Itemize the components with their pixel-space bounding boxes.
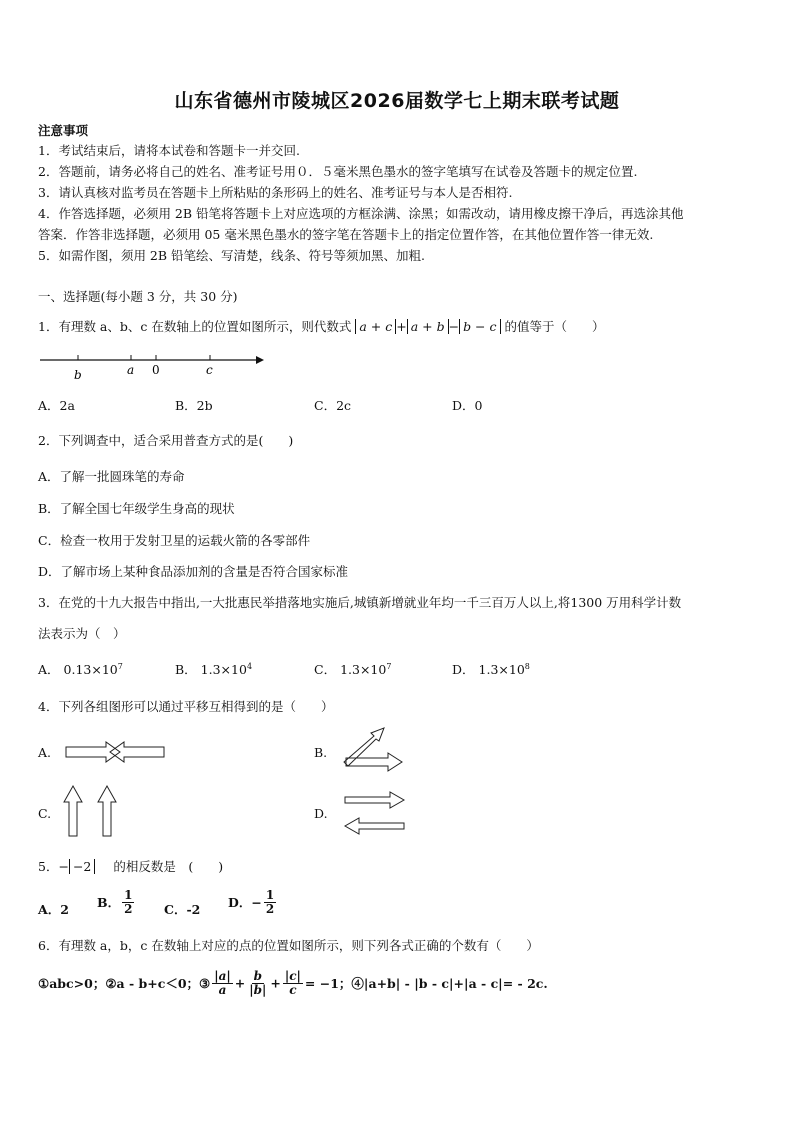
question-5-stem: 5．− −2 的相反数是 ( ): [38, 859, 224, 874]
notice-item: 3．请认真核对监考员在答题卡上所粘贴的条形码上的姓名、准考证号与本人是否相符.: [38, 185, 513, 200]
q4-option-d-label: D.: [314, 806, 328, 821]
axis-label-c: c: [206, 363, 213, 377]
q4-figure-a: [64, 738, 168, 766]
q4-option-b-label: B.: [314, 745, 328, 760]
abs-expr-1: a + c: [355, 319, 396, 334]
q2-option-b: B．了解全国七年级学生身高的现状: [38, 501, 235, 516]
notice-item: 4．作答选择题，必须用 2B 铅笔将答题卡上对应选项的方框涂满、涂黑；如需改动，请用橡皮擦干净后，再选涂其他: [38, 206, 684, 221]
q2-option-c: C．检查一枚用于发射卫星的运载火箭的各零部件: [38, 533, 311, 548]
q3-option-c: C． $1.3\times 10^7$: [314, 661, 392, 677]
question-6-stem: 6．有理数 a，b，c 在数轴上对应的点的位置如图所示，则下列各式正确的个数有（ ）: [38, 938, 539, 953]
question-6-statements: ①abc>0；②a - b+c＜0；③ $\frac{|a|}{a}$ + $\frac{b}{|b|}$ + $\frac{|c|}{c}$ = −1；④|a+b| - |b - c|+|a - c|= - 2c.: [38, 969, 548, 997]
notice-item: 2．答题前，请务必将自己的姓名、准考证号用０．５毫米黑色墨水的签字笔填写在试卷及答题卡的规定位置.: [38, 164, 638, 179]
q5-option-b: B． $\frac{1}{2}$: [97, 888, 133, 916]
question-2-stem: 2．下列调查中，适合采用普查方式的是( ): [38, 433, 294, 448]
q1-option-d: D．0: [452, 398, 483, 413]
question-1-tail: 的值等于（ ）: [504, 319, 605, 334]
section-heading: 一、选择题(每小题 3 分，共 30 分): [38, 289, 238, 304]
q3-option-b: B． $1.3\times 10^4$: [175, 661, 253, 677]
question-4-stem: 4．下列各组图形可以通过平移互相得到的是（ ）: [38, 699, 334, 714]
notice-heading: 注意事项: [38, 123, 89, 138]
axis-label-b: b: [74, 368, 82, 382]
axis-label-zero: 0: [152, 363, 160, 377]
number-line-figure: [38, 350, 268, 384]
abs-expr-2: a + b: [407, 319, 449, 334]
q3-option-d: D． $1.3\times 10^8$: [452, 661, 530, 677]
q4-figure-b: [340, 724, 406, 776]
q5-option-d: D．− $\frac{1}{2}$: [228, 888, 275, 916]
q1-option-c: C．2c: [314, 398, 352, 413]
abs-value: −2: [69, 859, 95, 874]
q1-option-a: A．2a: [38, 398, 75, 413]
abs-expr-3: b − c: [459, 319, 500, 334]
question-3-stem: 3．在党的十九大报告中指出,一大批惠民举措落地实施后,城镇新增就业年均一千三百万人以上,将1300 万用科学计数: [38, 595, 682, 610]
notice-item: 5．如需作图，须用 2B 铅笔绘、写清楚，线条、符号等须加黑、加粗.: [38, 248, 426, 263]
question-1-stem: 1．有理数 a、b、c 在数轴上的位置如图所示，则代数式 a + c + a + b − b − c 的值等于（ ）: [38, 319, 605, 334]
q2-option-d: D．了解市场上某种食品添加剂的含量是否符合国家标准: [38, 564, 349, 579]
page-title: 山东省德州市陵城区2026届数学七上期末联考试题: [174, 90, 620, 112]
q4-option-c-label: C.: [38, 806, 52, 821]
q3-option-a: A． $0.13\times 10^7$: [38, 661, 123, 677]
axis-label-a: a: [127, 363, 135, 377]
notice-item: 1．考试结束后，请将本试卷和答题卡一并交回.: [38, 143, 300, 158]
q5-option-a: A．2: [38, 902, 69, 917]
notice-item: 答案．作答非选择题，必须用 05 毫米黑色墨水的签字笔在答题卡上的指定位置作答，在其他位置作答一律无效.: [38, 227, 654, 242]
q1-option-b: B．2b: [175, 398, 213, 413]
question-3-stem-cont: 法表示为（ ）: [38, 626, 126, 641]
q2-option-a: A．了解一批圆珠笔的寿命: [38, 469, 185, 484]
question-1-text: 1．有理数 a、b、c 在数轴上的位置如图所示，则代数式: [38, 319, 352, 334]
q4-option-a-label: A.: [38, 745, 52, 760]
q4-figure-d: [342, 790, 408, 838]
q4-figure-c: [62, 784, 126, 838]
q5-option-c: C．-2: [164, 902, 201, 917]
